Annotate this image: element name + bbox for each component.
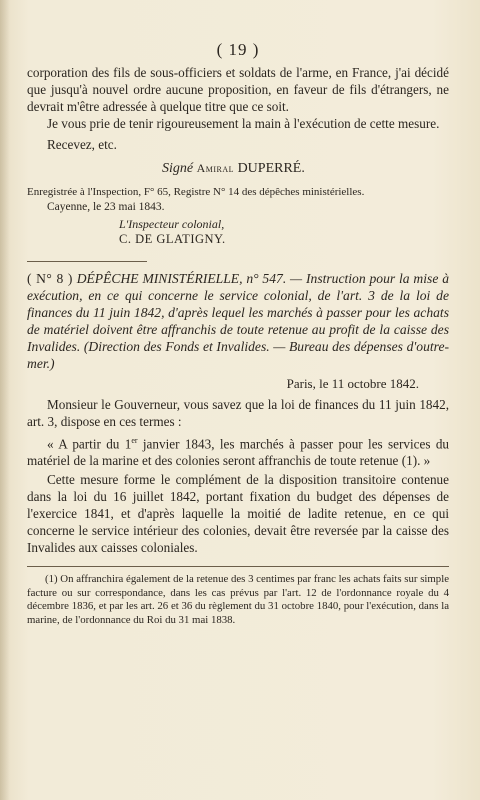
paragraph-recevez: Recevez, etc. [47, 137, 117, 152]
paragraph-execution: Je vous prie de tenir rigoureusement la main à l'exécution de cette mesure. [47, 116, 440, 131]
place-date-cayenne: Cayenne, le 23 mai 1843. [47, 201, 165, 213]
dispatch-paragraph [27, 270, 449, 372]
inspector-title: L'Inspecteur colonial, [119, 217, 225, 231]
paragraph-corporation: corporation des fils de sous-officiers et soldats de l'arme, en France, j'ai décidé que jusqu'à nouvel ordre aucune proposition, en faveur de fils d'étrangers, ne devrait m'être adressée à quelque titre que ce soit. [27, 65, 449, 114]
quote-end: janvier 1843, les marchés à passer pour les services du matériel de la marine et des colonies seront affranchis de toute retenue (1). » [27, 436, 450, 469]
dispatch-heading: DÉPÊCHE MINISTÉRIELLE [76, 271, 240, 286]
quote-start: « A partir du 1 [47, 436, 132, 452]
paragraph-monsieur: Monsieur le Gouverneur, vous savez que la loi de finances du 11 juin 1842, art. 3, dispose en ces termes : [27, 397, 449, 429]
signature-amiral: Amiral [196, 161, 235, 175]
signature-block [27, 161, 449, 177]
registration-line: Enregistrée à l'Inspection, F° 65, Registre N° 14 des dépêches ministérielles. [27, 186, 365, 198]
spine-shadow [0, 0, 10, 800]
signature-name: DUPERRÉ. [237, 161, 305, 176]
inspector-name: C. DE GLATIGNY. [119, 232, 226, 246]
page-content [27, 40, 449, 627]
paragraph-cette-mesure: Cette mesure forme le complément de la disposition transitoire contenue dans la loi du 16 juillet 1842, portant fixation du budget des dépenses de l'exercice 1841, et d'après laquelle la moitié de ladite retenue, en ce qui concerne le service intérieur des colonies, devait être reversée par la caisse des Invalides aux caisses coloniales. [27, 472, 449, 556]
quote-superscript: er [131, 436, 138, 445]
dispatch-description: , n° 547. — Instruction pour la mise à exécution, en ce qui concerne le service colonial, de l'art. 3 de la loi de finances du 11 juin 1842, d'après lequel les marchés à passer pour les achats de matériel doivent être affranchis de toute retenue au profit de la caisse des Invalides. (Direction des Fonds et Invalides. — Bureau des dépenses d'outre-mer.) [27, 271, 449, 371]
quoted-article [27, 432, 449, 469]
signature-signe: Signé [162, 161, 194, 176]
footnote-separator [27, 566, 449, 567]
place-date-paris: Paris, le 11 octobre 1842. [286, 376, 419, 391]
section-divider [27, 261, 147, 262]
page-number: ( 19 ) [216, 40, 260, 59]
footnote: (1) On affranchira également de la retenue des 3 centimes par franc les achats faits sur simple facture ou sur correspondance, dans les cas prévus par l'art. 12 de l'ordonnance royale du 4 décembre 1836, et par les art. 26 et 36 du règlement du 31 octobre 1840, pour l'exécution, dans la marine, de l'ordonnance du Roi du 31 mai 1838. [27, 573, 449, 626]
dispatch-number: ( N° 8 ) [27, 271, 73, 286]
